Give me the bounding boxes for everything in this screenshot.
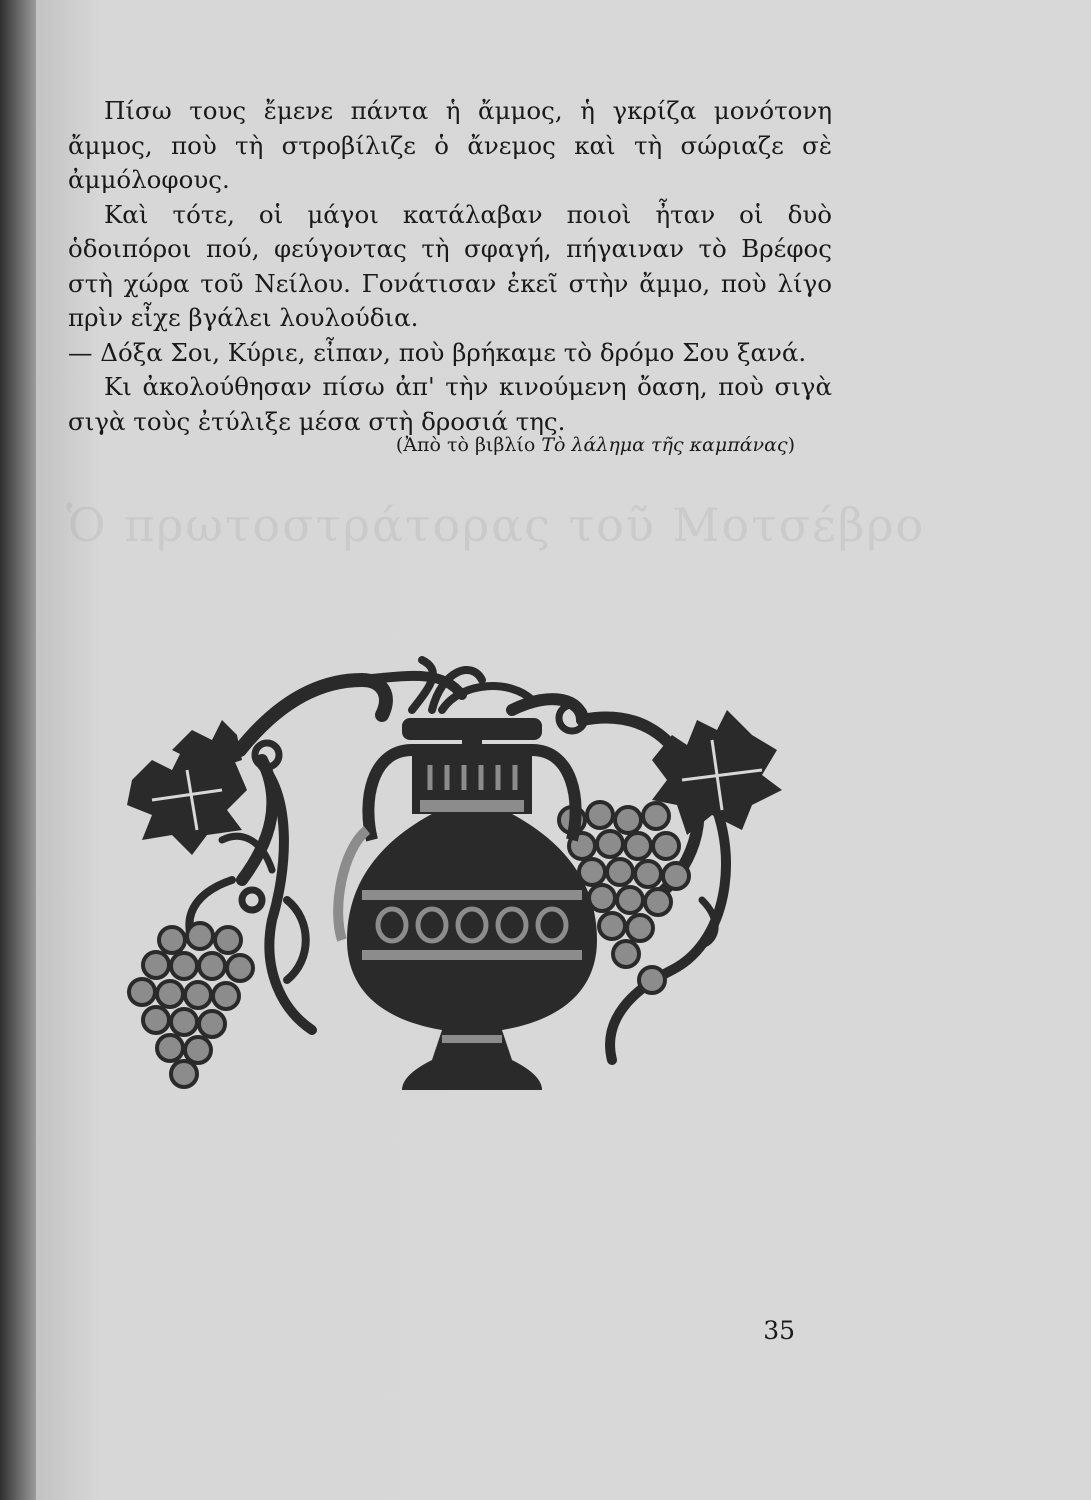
paragraph-3: — Δόξα Σοι, Κύριε, εἶπαν, ποὺ βρήκαμε τὸ δρόμο Σου ξανά. [68,337,807,367]
paragraph-4: Κι ἀκολούθησαν πίσω ἀπ' τὴν κινούμενη ὄαση, ποὺ σιγὰ σιγὰ τοὺς ἐτύλιξε μέσα στὴ δροσιά της. [68,372,832,436]
book-page [36,0,1091,1500]
page-number: 35 [763,1316,795,1345]
source-citation [396,434,795,456]
paragraph-2: Καὶ τότε, οἱ μάγοι κατάλαβαν ποιοὶ ἦταν οἱ δυὸ ὁδοιπόροι πού, φεύγοντας τὴ σφαγή, πήγαιναν τὸ Βρέφος στὴ χώρα τοῦ Νείλου. Γονάτισαν ἐκεῖ στὴν ἄμμο, ποὺ λίγο πρὶν εἶχε βγάλει λουλούδια. [68,199,832,332]
main-text [68,94,832,439]
source-suffix: ) [787,434,795,456]
paragraph-1: Πίσω τους ἔμενε πάντα ἡ ἄμμος, ἡ γκρίζα μονότονη ἄμμος, ποὺ τὴ στροβίλιζε ὁ ἄνεμος καὶ τὴ σώριαζε σὲ ἀμμόλοφους. [68,96,832,194]
bleed-through-title: Ὁ πρωτοστράτορας τοῦ Μοτσέβρο [66,498,926,552]
source-book-title: Τὸ λάλημα τῆς καμπάνας [541,434,788,456]
source-prefix: (Ἀπὸ τὸ βιβλίο [395,434,542,456]
amphora-grapevine-illustration [112,640,792,1100]
